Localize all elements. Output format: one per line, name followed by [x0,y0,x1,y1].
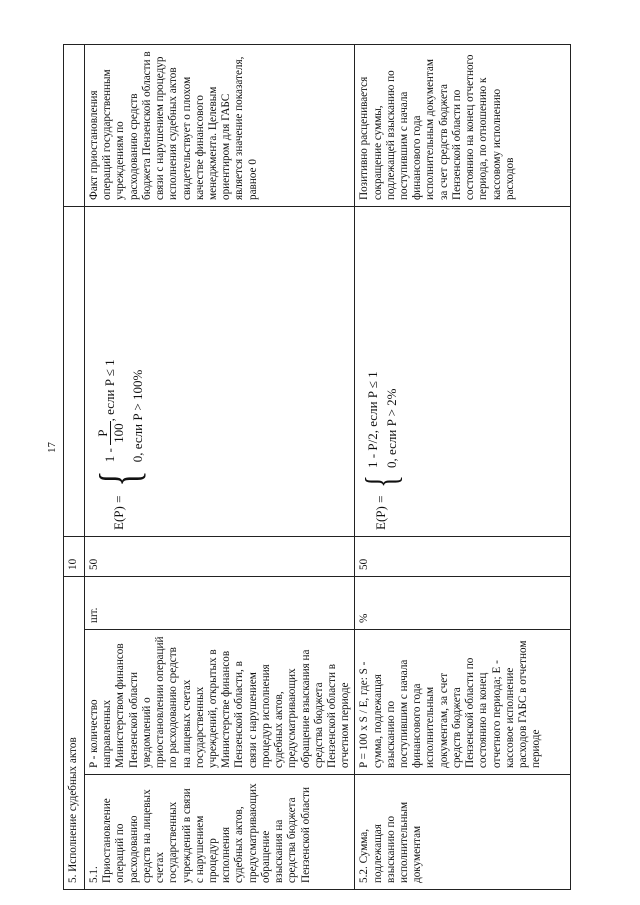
section-header: 5. Исполнение судебных актов [64,577,85,890]
indicator-name: 5.1. Приостановление операций по расходованию средств на лицевых счетах государственных учреждений в связи с нарушением процедур исполнения судебных актов, предусматривающих обращение взыскания на средства бюджета Пензенской области [85,775,355,890]
scoring-formula [355,207,571,537]
fraction-numerator: P [95,421,111,445]
scoring-formula [85,207,355,537]
formula-line1-condition: , если P ≤ 1 [101,359,117,422]
table-row [85,45,355,890]
empty-header-cell [64,207,85,537]
formula-lhs: E(P) = [110,495,126,530]
empty-header-cell [64,45,85,207]
calculation-description: P - количество направленных Министерством финансов Пензенской области уведомлений о приостановлении операций по расходованию средств на лицевых счетах государственных учреждений, открытых в Министерстве финансов Пензенской области, в связи с нарушением процедур исполнения судебных актов, предусматривающих обращение взыскания на средства бюджета Пензенской области в отчетном периоде [85,630,355,775]
formula-line1: 1 - P/2, если P ≤ 1 [365,371,381,468]
calculation-description: P = 100 x S / E, где: S - сумма, подлежащая взысканию по поступившим с начала финансового года исполнительным документам, за счет средств бюджета Пензенской области по состоянию на конец отчетного периода; E - кассовое исполнение расходов ГАБС в отчетном периоде [355,630,571,775]
comment: Факт приостановления операций государственным учреждениям по расходованию средств бюджета Пензенской области в связи с нарушением процедур исполнения судебных актов свидетельствует о плохом качестве финансового менеджмента. Целевым ориентиром для ГАБС является значение показателя, равное 0 [85,45,355,207]
table-row [355,45,571,890]
formula-fraction [95,421,127,445]
brace-glyph: { [89,470,151,487]
page-number: 17 [46,442,58,453]
brace-glyph: { [357,475,407,489]
section-header-row [64,45,85,890]
formula-lhs: E(P) = [373,495,389,530]
weight: 50 [355,537,571,577]
comment: Позитивно расценивается сокращение суммы, подлежащей взысканию по поступившим с начала финансового года исполнительным документам за счет средств бюджета Пензенской области по состоянию на конец отчетного периода, по отношению к кассовому исполнению расходов [355,45,571,207]
rotated-table-container [63,45,548,890]
unit: шт. [85,577,355,630]
formula-line2: 0, если P > 2% [384,388,400,468]
formula-line2: 0, если P > 100% [130,369,146,463]
weight: 50 [85,537,355,577]
formula-line1-prefix: 1 - [101,448,117,463]
indicators-table [63,44,571,890]
indicator-name: 5.2. Сумма, подлежащая взысканию по исполнительным документам [355,775,571,890]
unit: % [355,577,571,630]
fraction-denominator: 100 [110,423,126,443]
section-code: 10 [64,537,85,577]
